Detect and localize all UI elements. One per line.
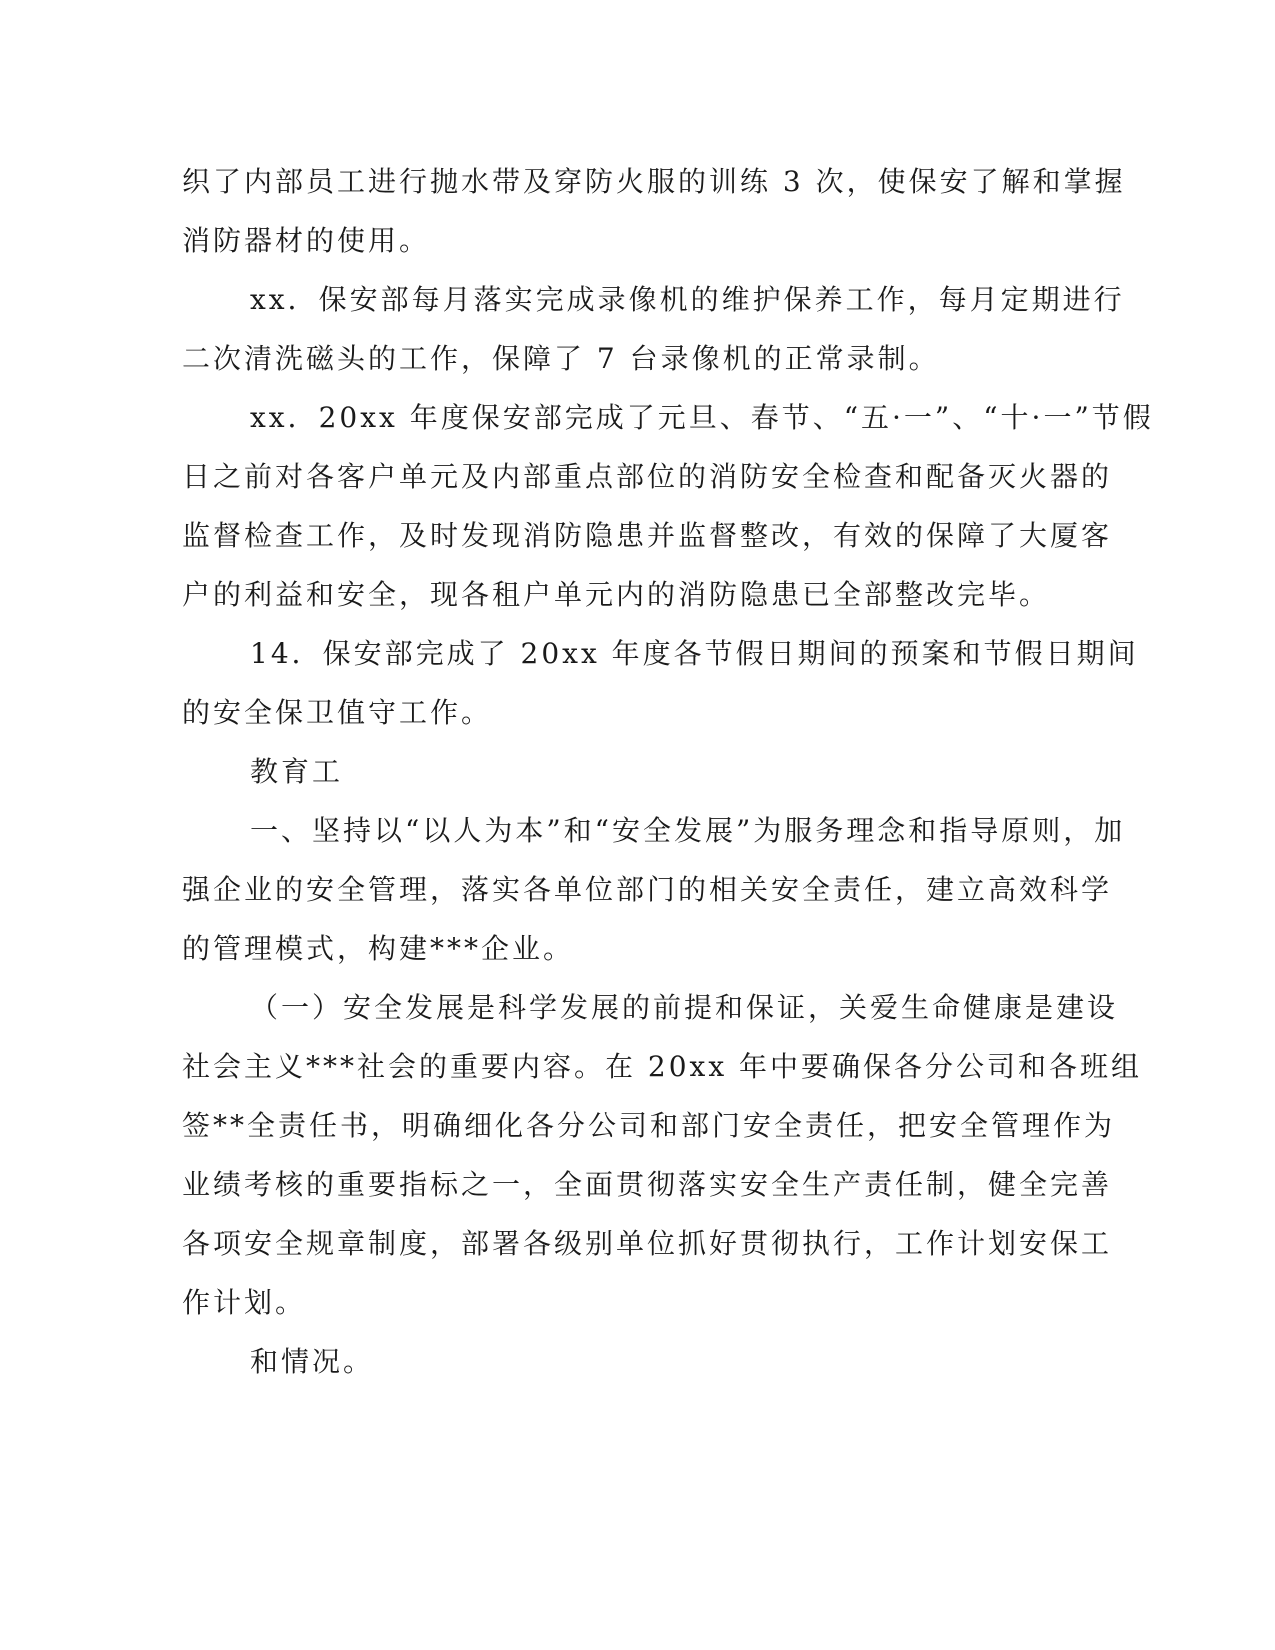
text-line: 强企业的安全管理，落实各单位部门的相关安全责任，建立高效科学 [182,873,1113,906]
document-body [182,152,1154,1391]
text-line: 作计划。 [182,1286,307,1319]
text-line: 签**全责任书，明确细化各分公司和部门安全责任，把安全管理作为 [182,1109,1116,1142]
text-line: 一、坚持以“以人为本”和“安全发展”为服务理念和指导原则，加 [250,814,1126,847]
text-line: （一）安全发展是科学发展的前提和保证，关爱生命健康是建设 [250,991,1119,1024]
text-line: xx．保安部每月落实完成录像机的维护保养工作，每月定期进行 [250,283,1125,316]
text-line: 监督检查工作，及时发现消防隐患并监督整改，有效的保障了大厦客 [182,519,1113,552]
text-line: 织了内部员工进行抛水带及穿防火服的训练 3 次，使保安了解和掌握 [182,165,1126,198]
text-line: 日之前对各客户单元及内部重点部位的消防安全检查和配备灭火器的 [182,460,1113,493]
section-heading: 教育工 [250,755,344,788]
text-line: xx．20xx 年度保安部完成了元旦、春节、“五·一”、“十·一”节假 [250,401,1154,434]
text-line: 的管理模式，构建***企业。 [182,932,575,965]
text-line: 各项安全规章制度，部署各级别单位抓好贯彻执行，工作计划安保工 [182,1227,1113,1260]
text-line: 的安全保卫值守工作。 [182,696,493,729]
text-line: 业绩考核的重要指标之一，全面贯彻落实安全生产责任制，健全完善 [182,1168,1113,1201]
text-line: 消防器材的使用。 [182,224,431,257]
text-line: 14．保安部完成了 20xx 年度各节假日期间的预案和节假日期间 [250,637,1139,670]
text-line: 二次清洗磁头的工作，保障了 7 台录像机的正常录制。 [182,342,940,375]
text-line: 和情况。 [250,1345,375,1378]
text-line: 社会主义***社会的重要内容。在 20xx 年中要确保各分公司和各班组 [182,1050,1143,1083]
text-line: 户的利益和安全，现各租户单元内的消防隐患已全部整改完毕。 [182,578,1051,611]
